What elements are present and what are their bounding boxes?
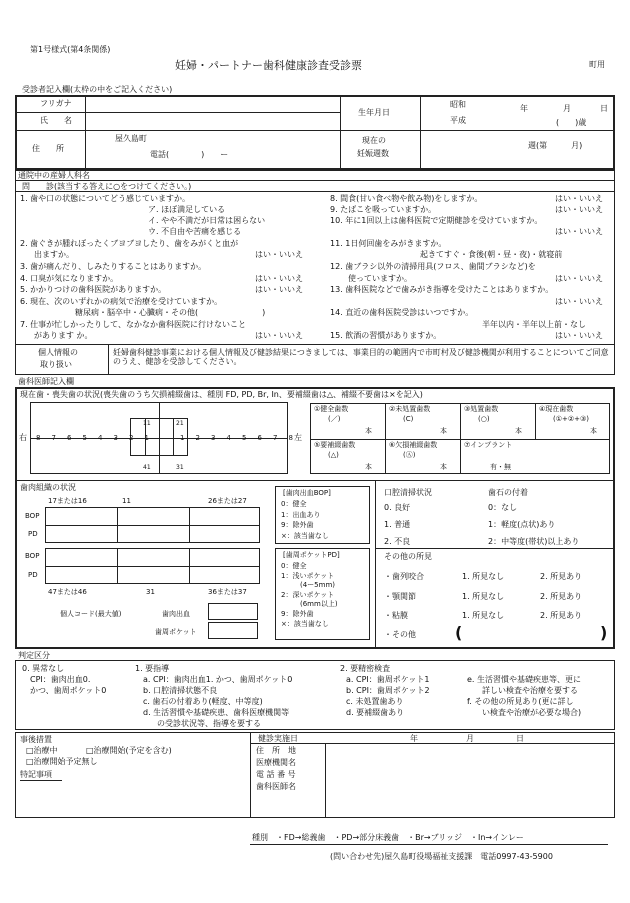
form-number: 第1号様式(第4条関係) xyxy=(30,45,111,54)
q1-option-a[interactable]: ア. ほぼ満足している xyxy=(148,205,226,214)
pd-legend-item: 0：健全 xyxy=(281,562,307,570)
tooth-26-27: 26または27 xyxy=(208,497,247,505)
q12-cont: 使っていますか。 xyxy=(348,274,412,283)
count-unit[interactable]: 本 xyxy=(365,427,372,435)
bop-legend-title: [歯肉出血BOP] xyxy=(283,489,331,497)
tmj-none[interactable]: 1. 所見なし xyxy=(462,592,505,601)
aftercare-start-treatment[interactable]: □治療開始(予定を含む) xyxy=(86,746,172,755)
judgement-title: 判定区分 xyxy=(18,651,50,660)
furigana-field[interactable] xyxy=(86,96,339,112)
q2-answer[interactable]: はい・いいえ xyxy=(255,250,303,259)
left-side-label: 左 xyxy=(294,433,302,442)
name-field[interactable] xyxy=(86,113,339,130)
q2-cont: 出ますか。 xyxy=(34,250,74,259)
tooth-number-right: 1 xyxy=(144,434,149,442)
aftercare-box xyxy=(15,732,615,818)
questionnaire-header: 問 診(該当する答えに○をつけてください。) xyxy=(22,182,192,191)
judgement-c2-line[interactable]: b. CPI：歯周ポケット2 xyxy=(346,686,430,695)
other-open-bracket: ( xyxy=(455,623,463,642)
count-sub: (△) xyxy=(328,451,339,459)
right-side-label: 右 xyxy=(19,433,27,442)
oral-poor[interactable]: 2. 不良 xyxy=(384,537,411,546)
occlusion-none[interactable]: 1. 所見なし xyxy=(462,572,505,581)
q7: 7. 仕事が忙しかったりして、なかなか歯科医院に行けないこと xyxy=(20,320,247,329)
furigana-label: フリガナ xyxy=(40,99,72,108)
calculus-moderate[interactable]: 2：中等度(帯状)以上あり xyxy=(488,537,580,546)
judgement-c2r-line: い検査や治療が必要な場合) xyxy=(482,708,582,717)
count-unit[interactable]: 有・無 xyxy=(490,463,511,471)
q14: 14. 直近の歯科医院受診はいつですか。 xyxy=(330,308,474,317)
contact-info: (問い合わせ先)屋久島町役場福祉支援課 電話0997-43-5900 xyxy=(330,852,553,861)
exam-day: 日 xyxy=(516,734,524,743)
birthdate-label: 生年月日 xyxy=(358,108,390,117)
clinic-phone-label: 電 話 番 号 xyxy=(256,770,296,779)
dentist-section-label: 歯科医師記入欄 xyxy=(18,377,74,386)
q11: 11. 1日何回歯をみがきますか。 xyxy=(330,239,447,248)
privacy-label-2: 取り扱い xyxy=(40,360,72,369)
code-bleed-label: 歯肉出血 xyxy=(162,610,190,618)
tooth-36-37: 36または37 xyxy=(208,588,247,596)
tooth-number-right: 4 xyxy=(98,434,103,442)
q13-answer[interactable]: はい・いいえ xyxy=(555,297,603,306)
town-use-label: 町用 xyxy=(589,60,605,69)
privacy-text: 妊婦歯科健診事業における個人情報及び健診結果につきましては、事業目的の範囲内で市町村及び健診機関が利用することについてご同意のうえ、健診を受診してください。 xyxy=(113,348,609,367)
tooth-47-46: 47または46 xyxy=(48,588,87,596)
q3-answer[interactable]: はい・いいえ xyxy=(255,274,303,283)
judgement-c2-line[interactable]: a. CPI：歯周ポケット1 xyxy=(346,675,430,684)
tooth-number-right: 3 xyxy=(113,434,118,442)
tooth-number-right: 7 xyxy=(51,434,56,442)
code-pocket-label: 歯周ポケット xyxy=(155,628,197,636)
judgement-c2r-line[interactable]: f. その他の所見あり(更に詳し xyxy=(467,697,574,706)
mucosa-found[interactable]: 2. 所見あり xyxy=(540,611,583,620)
calculus-none[interactable]: 0：なし xyxy=(488,503,518,512)
bop-legend-item: 9：除外歯 xyxy=(281,521,314,529)
count-label: ④現在歯数 xyxy=(539,405,574,413)
q2: 2. 歯ぐきが腫れぼったくブヨブヨしたり、歯をみがくと血が xyxy=(20,239,239,248)
judgement-c1-line: 1. 要指導 xyxy=(135,664,170,673)
judgement-c0-line[interactable]: 0. 異常なし xyxy=(22,664,65,673)
judgement-c1-line[interactable]: d. 生活習慣や基礎疾患、歯科医療機関等 xyxy=(143,708,290,717)
q1: 1. 歯や口の状態についてどう感じていますか。 xyxy=(20,194,191,203)
exam-year: 年 xyxy=(410,734,418,743)
q4: 4. 口臭が気になりますか。 xyxy=(20,274,119,283)
q9-answer[interactable]: はい・いいえ xyxy=(555,205,603,214)
exam-month: 月 xyxy=(466,734,474,743)
town-name: 屋久島町 xyxy=(115,134,147,143)
hospital-label: 通院中の産婦人科名 xyxy=(18,171,90,180)
era-heisei[interactable]: 平成 xyxy=(450,116,466,125)
q12: 12. 歯ブラシ以外の清掃用具(フロス、歯間ブラシなど)を xyxy=(330,262,536,271)
code-31: 31 xyxy=(176,464,184,471)
pd-legend-item: (4ー5mm) xyxy=(300,581,336,589)
calculus-mild[interactable]: 1：軽度(点状)あり xyxy=(488,520,556,529)
pd-label-upper: PD xyxy=(28,530,38,538)
tooth-31: 31 xyxy=(146,588,155,596)
judgement-c1-line[interactable]: b. 口腔清掃状態不良 xyxy=(143,686,218,695)
judgement-c0-line[interactable]: かつ、歯周ポケット0 xyxy=(30,686,107,695)
tooth-17-16: 17または16 xyxy=(48,497,87,505)
tooth-number-left: 3 xyxy=(211,434,216,442)
pd-legend-title: [歯周ポケットPD] xyxy=(283,551,340,559)
examinee-section-label: 受診者記入欄(太枠の中をご記入ください) xyxy=(22,85,173,94)
q7-cont: があります か。 xyxy=(34,331,93,340)
judgement-c2-line[interactable]: d. 要補綴歯あり xyxy=(346,708,405,717)
count-unit[interactable]: 本 xyxy=(440,427,447,435)
count-sub: (①+②+③) xyxy=(553,415,590,423)
q1-option-b[interactable]: イ. やや不満だが日常は困らない xyxy=(148,216,266,225)
bop-label-upper: BOP xyxy=(25,512,40,520)
other-label: ・その他 xyxy=(384,630,416,639)
code-pocket-field[interactable] xyxy=(208,622,258,639)
q14-options[interactable]: 半年以内・半年以上前・なし xyxy=(482,320,586,329)
other-field[interactable] xyxy=(462,625,602,643)
code-21: 21 xyxy=(176,420,184,427)
other-close-bracket: ) xyxy=(600,623,608,642)
tooth-number-left: 2 xyxy=(195,434,200,442)
pd-legend-item: ×：該当歯なし xyxy=(281,620,329,628)
pd-legend-item: (6mm以上) xyxy=(300,600,338,608)
oral-title: 口腔清掃状況 xyxy=(384,488,432,497)
gum-title: 歯肉組織の状況 xyxy=(20,483,76,492)
judgement-c1-line[interactable]: の受診状況等、指導を要する xyxy=(157,719,261,728)
age-label: ( )歳 xyxy=(556,118,587,127)
q6-options[interactable]: 糖尿病・脳卒中・心臓病・その他( ) xyxy=(75,308,266,317)
judgement-c2-line[interactable]: c. 未処置歯あり xyxy=(346,697,404,706)
count-label: ①健全歯数 xyxy=(314,405,349,413)
bop-legend-item: 0：健全 xyxy=(281,500,307,508)
privacy-label-1: 個人情報の xyxy=(38,348,78,357)
special-notes-label: 特記事項 xyxy=(20,770,52,779)
q8: 8. 間食(甘い食べ物や飲み物)をしますか。 xyxy=(330,194,483,203)
clinic-name-label: 医療機関名 xyxy=(256,758,296,767)
judgement-c1-line[interactable]: c. 歯石の付着あり(軽度、中等度) xyxy=(143,697,263,706)
weeks-label-1: 現在の xyxy=(362,136,386,145)
tooth-11: 11 xyxy=(122,497,131,505)
pd-legend-item: 2：深いポケット xyxy=(281,591,335,599)
exam-date-label: 健診実施日 xyxy=(258,734,298,743)
judgement-c2r-line[interactable]: e. 生活習慣や基礎疾患等、更に xyxy=(467,675,582,684)
count-sub: (Ⓐ) xyxy=(403,451,416,459)
q1-option-c[interactable]: ウ. 不自由や苦痛を感じる xyxy=(148,227,242,236)
occlusion-label: ・歯列咬合 xyxy=(384,572,424,581)
tooth-number-right: 5 xyxy=(82,434,87,442)
year-label: 年 xyxy=(520,104,528,113)
occlusion-found[interactable]: 2. 所見あり xyxy=(540,572,583,581)
teeth-caption: 現在歯・喪失歯の状況(喪失歯のうち欠損補綴歯は、種別 FD, PD, Br, In、要補綴歯は△、補綴不要歯は×を記入) xyxy=(20,390,423,399)
tooth-number-left: 1 xyxy=(180,434,185,442)
q11-options[interactable]: 起きてすぐ・食後(朝・昼・夜)・就寝前 xyxy=(420,250,563,259)
pd-legend-item: 9：除外歯 xyxy=(281,610,314,618)
pd-label-lower: PD xyxy=(28,571,38,579)
pd-legend-item: 1：浅いポケット xyxy=(281,572,335,580)
count-label: ⑤要補綴歯数 xyxy=(314,441,356,449)
count-sub: (／) xyxy=(328,415,341,423)
q8-answer[interactable]: はい・いいえ xyxy=(555,194,603,203)
oral-good[interactable]: 0. 良好 xyxy=(384,503,411,512)
code-bleed-field[interactable] xyxy=(208,603,258,620)
q13: 13. 歯科医院などで歯みがき指導を受けたことはありますか。 xyxy=(330,285,554,294)
tooth-number-left: 5 xyxy=(242,434,247,442)
count-unit[interactable]: 本 xyxy=(440,463,447,471)
tmj-label: ・顎関節 xyxy=(384,592,416,601)
aftercare-title: 事後措置 xyxy=(20,735,52,744)
q15-answer[interactable]: はい・いいえ xyxy=(555,331,603,340)
q3: 3. 歯が痛んだり、しみたりすることはありますか。 xyxy=(20,262,207,271)
count-unit[interactable]: 本 xyxy=(365,463,372,471)
count-label: ②未処置歯数 xyxy=(389,405,431,413)
q9: 9. たばこを吸っていますか。 xyxy=(330,205,437,214)
q15: 15. 飲酒の習慣がありますか。 xyxy=(330,331,442,340)
aftercare-in-treatment[interactable]: □治療中 xyxy=(26,746,58,755)
q10: 10. 年に1回以上は歯科医院で定期健診を受けていますか。 xyxy=(330,216,543,225)
judgement-c0-line[interactable]: CPI：歯肉出血0. xyxy=(30,675,91,684)
code-41: 41 xyxy=(143,464,151,471)
mucosa-label: ・粘膜 xyxy=(384,611,408,620)
q6: 6. 現在、次のいずれかの病気で治療を受けていますか。 xyxy=(20,297,223,306)
tooth-number-right: 6 xyxy=(67,434,72,442)
tmj-found[interactable]: 2. 所見あり xyxy=(540,592,583,601)
clinic-address-label: 住 所 地 xyxy=(256,746,296,755)
tooth-number-left: 8 xyxy=(288,434,293,442)
personal-code-label: 個人コード(最大値) xyxy=(60,610,122,618)
page-title: 妊婦・パートナー歯科健康診査受診票 xyxy=(175,59,362,72)
code-11: 11 xyxy=(143,420,151,427)
type-legend: 種別 ・FD→総義歯 ・PD→部分床義歯 ・Br→ブリッジ ・In→インレー xyxy=(252,833,524,842)
weeks-field[interactable]: 週(第 月) xyxy=(528,141,583,150)
q12-answer[interactable]: はい・いいえ xyxy=(555,274,603,283)
calculus-title: 歯石の付着 xyxy=(488,488,528,497)
era-showa[interactable]: 昭和 xyxy=(450,100,466,109)
count-label: ③処置歯数 xyxy=(464,405,499,413)
bop-legend-item: 1：出血あり xyxy=(281,510,321,519)
phone-field[interactable]: 電話( ) ー xyxy=(150,150,229,159)
count-label: ⑦インプラント xyxy=(464,441,513,449)
q5: 5. かかりつけの歯科医院がありますか。 xyxy=(20,285,167,294)
others-title: その他の所見 xyxy=(384,552,432,561)
dentist-name-label: 歯科医師名 xyxy=(256,782,296,791)
tooth-number-right: 8 xyxy=(36,434,41,442)
day-label: 日 xyxy=(600,104,608,113)
count-sub: (○) xyxy=(478,415,490,423)
q7-answer[interactable]: はい・いいえ xyxy=(255,331,303,340)
tooth-number-right: 2 xyxy=(129,434,134,442)
tooth-number-left: 6 xyxy=(257,434,262,442)
tooth-number-left: 7 xyxy=(273,434,278,442)
judgement-c1-line[interactable]: a. CPI：歯肉出血1. かつ、歯周ポケット0 xyxy=(143,675,293,684)
aftercare-no-plan[interactable]: □治療開始予定無し xyxy=(26,757,98,766)
judgement-c2-line: 2. 要精密検査 xyxy=(340,664,391,673)
q4-answer[interactable]: はい・いいえ xyxy=(255,285,303,294)
count-sub: (C) xyxy=(403,415,414,423)
weeks-label-2: 妊娠週数 xyxy=(357,149,389,158)
tooth-number-left: 4 xyxy=(226,434,231,442)
name-label: 氏 名 xyxy=(40,116,72,125)
bop-label-lower: BOP xyxy=(25,552,40,560)
q10-answer[interactable]: はい・いいえ xyxy=(555,227,603,236)
count-unit[interactable]: 本 xyxy=(515,427,522,435)
bop-legend-item: ×：該当歯なし xyxy=(281,531,329,540)
address-label: 住 所 xyxy=(32,144,64,153)
month-label: 月 xyxy=(563,104,571,113)
count-unit[interactable]: 本 xyxy=(590,427,597,435)
count-label: ⑥欠損補綴歯数 xyxy=(389,441,438,449)
oral-normal[interactable]: 1. 普通 xyxy=(384,520,411,529)
mucosa-none[interactable]: 1. 所見なし xyxy=(462,611,505,620)
judgement-c2r-line: 詳しい検査や治療を要する xyxy=(482,686,578,695)
